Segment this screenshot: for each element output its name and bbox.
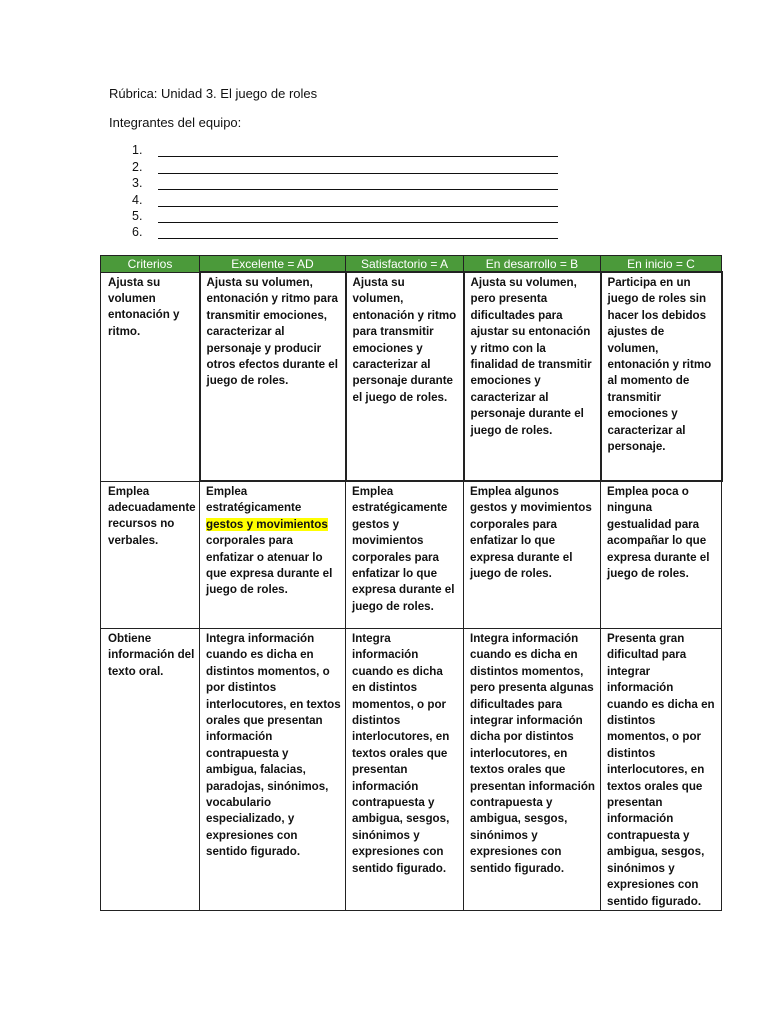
rubric-table bbox=[100, 255, 723, 911]
satisfactorio-cell: Ajusta su volumen, entonación y ritmo para transmitir emociones y caracterizar al personaje durante el juego de roles. bbox=[346, 272, 464, 481]
member-number: 6. bbox=[132, 225, 143, 240]
table-row bbox=[101, 272, 722, 481]
member-entry bbox=[132, 157, 558, 173]
member-number: 5. bbox=[132, 208, 143, 223]
member-number: 1. bbox=[132, 143, 143, 158]
team-members-list bbox=[132, 141, 558, 239]
excelente-cell: Ajusta su volumen, entonación y ritmo para transmitir emociones, caracterizar al personaje y producir otros efectos durante el juego de roles. bbox=[200, 272, 346, 481]
member-blank-line[interactable] bbox=[158, 145, 558, 157]
header-satisfactorio: Satisfactorio = A bbox=[346, 256, 464, 273]
excelente-text-start: Emplea estratégicamente bbox=[206, 485, 302, 515]
document-title: Rúbrica: Unidad 3. El juego de roles bbox=[109, 86, 318, 101]
member-blank-line[interactable] bbox=[158, 195, 558, 207]
member-blank-line[interactable] bbox=[158, 162, 558, 174]
member-entry bbox=[132, 174, 558, 190]
desarrollo-cell: Integra información cuando es dicha en distintos momentos, pero presenta algunas dificultades para integrar información dicha por distintos interlocutores, en textos orales que presentan información contrapuesta y ambigua, sesgos, sinónimos y expresiones con sentido figurado. bbox=[464, 629, 601, 911]
satisfactorio-cell: Integra información cuando es dicha en distintos momentos, o por distintos interlocutores, en textos orales que presentan información contrapuesta y ambigua, sesgos, sinónimos y expresiones con sentido figurado. bbox=[346, 629, 464, 911]
satisfactorio-cell: Emplea estratégicamente gestos y movimientos corporales para enfatizar lo que expresa durante el juego de roles. bbox=[346, 481, 464, 629]
excelente-text-end: corporales para enfatizar o atenuar lo que expresa durante el juego de roles. bbox=[206, 534, 333, 597]
member-blank-line[interactable] bbox=[158, 227, 558, 239]
highlighted-text: gestos y movimientos bbox=[206, 517, 328, 531]
member-entry bbox=[132, 141, 558, 157]
member-blank-line[interactable] bbox=[158, 178, 558, 190]
criterion-cell: Obtiene información del texto oral. bbox=[101, 629, 200, 911]
member-entry bbox=[132, 223, 558, 239]
member-number: 4. bbox=[132, 192, 143, 207]
header-row bbox=[101, 256, 722, 273]
header-en-inicio: En inicio = C bbox=[601, 256, 722, 273]
header-criterios: Criterios bbox=[101, 256, 200, 273]
header-excelente: Excelente = AD bbox=[200, 256, 346, 273]
desarrollo-cell: Ajusta su volumen, pero presenta dificultades para ajustar su entonación y ritmo con la finalidad de transmitir emociones y caracterizar al personaje durante el juego de roles. bbox=[464, 272, 601, 481]
excelente-cell bbox=[200, 481, 346, 629]
member-number: 3. bbox=[132, 176, 143, 191]
inicio-cell: Presenta gran dificultad para integrar información cuando es dicha en distintos momentos, o por distintos interlocutores, en textos orales que presentan información contrapuesta y ambigua, sesgos, sinónimos y expresiones con sentido figurado. bbox=[601, 629, 722, 911]
member-number: 2. bbox=[132, 159, 143, 174]
inicio-cell: Participa en un juego de roles sin hacer los debidos ajustes de volumen, entonación y ritmo al momento de transmitir emociones y caracterizar al personaje. bbox=[601, 272, 722, 481]
desarrollo-cell: Emplea algunos gestos y movimientos corporales para enfatizar lo que expresa durante el juego de roles. bbox=[464, 481, 601, 629]
excelente-cell: Integra información cuando es dicha en distintos momentos, o por distintos interlocutores, en textos orales que presentan información contrapuesta y ambigua, falacias, paradojas, sinónimos, vocabulario especializado, y expresiones con sentido figurado. bbox=[200, 629, 346, 911]
table-row bbox=[101, 629, 722, 911]
member-blank-line[interactable] bbox=[158, 211, 558, 223]
table-row bbox=[101, 481, 722, 629]
member-entry bbox=[132, 190, 558, 206]
header-en-desarrollo: En desarrollo = B bbox=[464, 256, 601, 273]
inicio-cell: Emplea poca o ninguna gestualidad para acompañar lo que expresa durante el juego de roles. bbox=[601, 481, 722, 629]
criterion-cell: Ajusta su volumen entonación y ritmo. bbox=[101, 272, 200, 481]
criterion-cell: Emplea adecuadamente recursos no verbales. bbox=[101, 481, 200, 629]
team-members-label: Integrantes del equipo: bbox=[109, 115, 242, 130]
member-entry bbox=[132, 207, 558, 223]
